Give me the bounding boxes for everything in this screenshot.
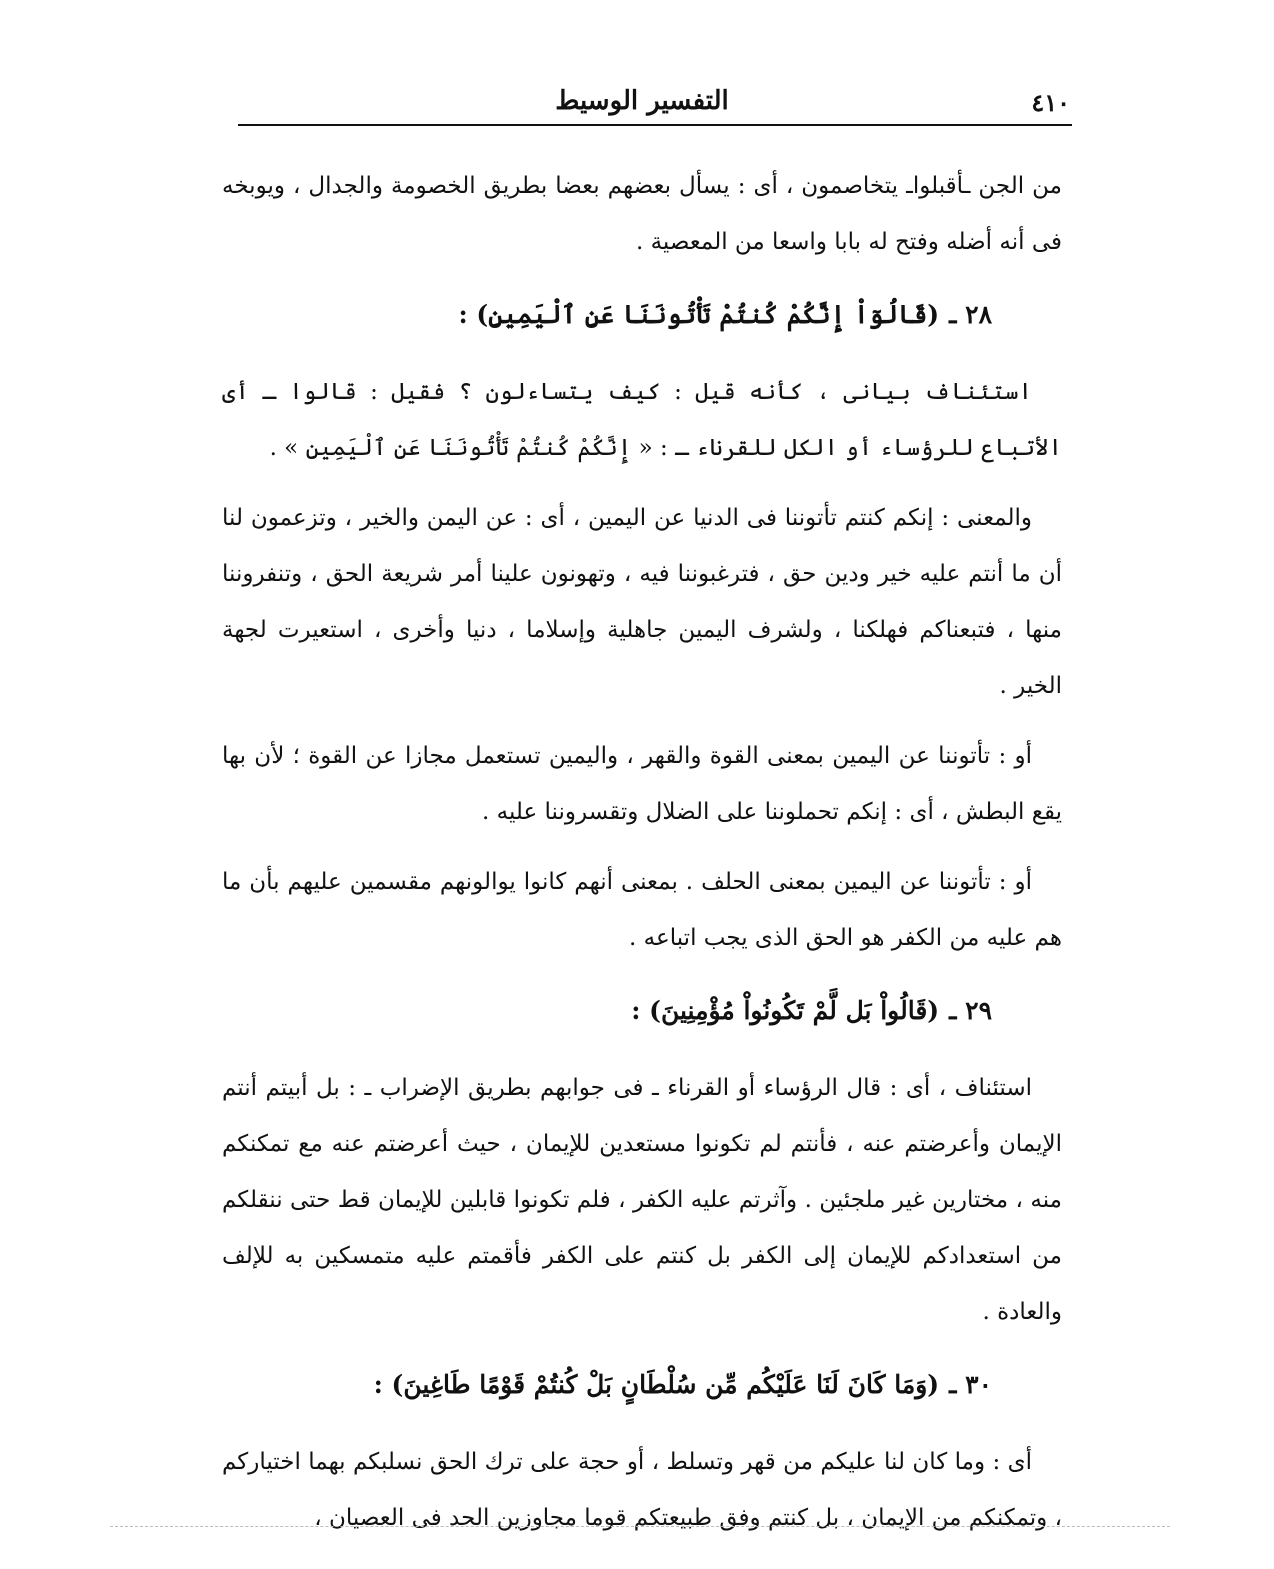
verse-text: (قَالُوٓاْ إِنَّكُمْ كُنتُمْ تَأْتُونَنَا عَنِ ٱلْيَمِينِ) : — [458, 300, 940, 329]
paragraph-7: أى : وما كان لنا عليكم من قهر وتسلط ، أو حجة على ترك الحق نسلبكم بهما اختياركم ، وتمكنكم من الإيمان ، بل كنتم وفق طبيعتكم قوما مجاوزين الحد فى العصيان ، — [222, 1449, 1062, 1531]
page-body — [222, 158, 1062, 1560]
page-number: ٤١٠ — [1031, 88, 1070, 117]
paragraph-3: والمعنى : إنكم كنتم تأتوننا فى الدنيا عن اليمين ، أى : عن اليمن والخير ، وتزعمون لنا أن ما أنتم عليه خير ودين حق ، فترغبوننا فيه ، وتهونون علينا أمر شريعة الحق ، وتنفروننا منها ، فتبعناكم فهلكنا ، ولشرف اليمين جاهلية وإسلاما ، دنيا وأخرى ، استعيرت لجهة الخير . — [222, 505, 1062, 699]
verse-number: ٢٩ ـ — [949, 996, 992, 1025]
page-header — [210, 84, 1074, 124]
paragraph-4: أو : تأتوننا عن اليمين بمعنى القوة والقهر ، واليمين تستعمل مجازا عن القوة ؛ لأن بها يقع البطش ، أى : إنكم تحملوننا على الضلال وتقسروننا عليه . — [222, 743, 1062, 825]
header-rule — [238, 124, 1072, 126]
verse-text: (وَمَا كَانَ لَنَا عَلَيْكُم مِّن سُلْطَانٍ بَلْ كُنتُمْ قَوْمًا طَاغِينَ) : — [373, 1370, 940, 1399]
verse-30 — [222, 1354, 1062, 1416]
paragraph-5: أو : تأتوننا عن اليمين بمعنى الحلف . بمعنى أنهم كانوا يوالونهم مقسمين عليهم بأن ما هم عليه من الكفر هو الحق الذى يجب اتباعه . — [222, 869, 1062, 951]
running-title: التفسير الوسيط — [555, 86, 729, 116]
verse-29 — [222, 980, 1062, 1042]
paragraph-1: من الجن ـأقبلواـ يتخاصمون ، أى : يسأل بعضهم بعضا بطريق الخصومة والجدال ، ويوبخه فى أنه أضله وفتح له بابا واسعا من المعصية . — [222, 173, 1062, 255]
verse-28 — [222, 284, 1062, 346]
scan-edge-line — [110, 1526, 1170, 1527]
paragraph-2: استئناف بيانى ، كأنه قيل : كيف يتساءلون ؟ فقيل : قالوا ـ أى الأتباع للرؤساء أو الكل للقرناء ـ : « إِنَّكُمْ كُنتُمْ تَأْتُونَنَا عَنِ ٱلْيَمِينِ » . — [222, 379, 1062, 461]
verse-number: ٣٠ ـ — [949, 1370, 992, 1399]
verse-number: ٢٨ ـ — [949, 300, 992, 329]
verse-text: (قَالُواْ بَل لَّمْ تَكُونُواْ مُؤْمِنِينَ) : — [631, 996, 940, 1025]
paragraph-6: استئناف ، أى : قال الرؤساء أو القرناء ـ فى جوابهم بطريق الإضراب ـ : بل أبيتم أنتم الإيمان وأعرضتم عنه ، فأنتم لم تكونوا مستعدين للإيمان ، حيث أعرضتم عنه مع تمكنكم منه ، مختارين غير ملجئين . وآثرتم عليه الكفر ، فلم تكونوا قابلين للإيمان قط حتى ننقلكم من استعدادكم للإيمان إلى الكفر بل كنتم على الكفر فأقمتم عليه متمسكين به للإلف والعادة . — [222, 1075, 1062, 1325]
